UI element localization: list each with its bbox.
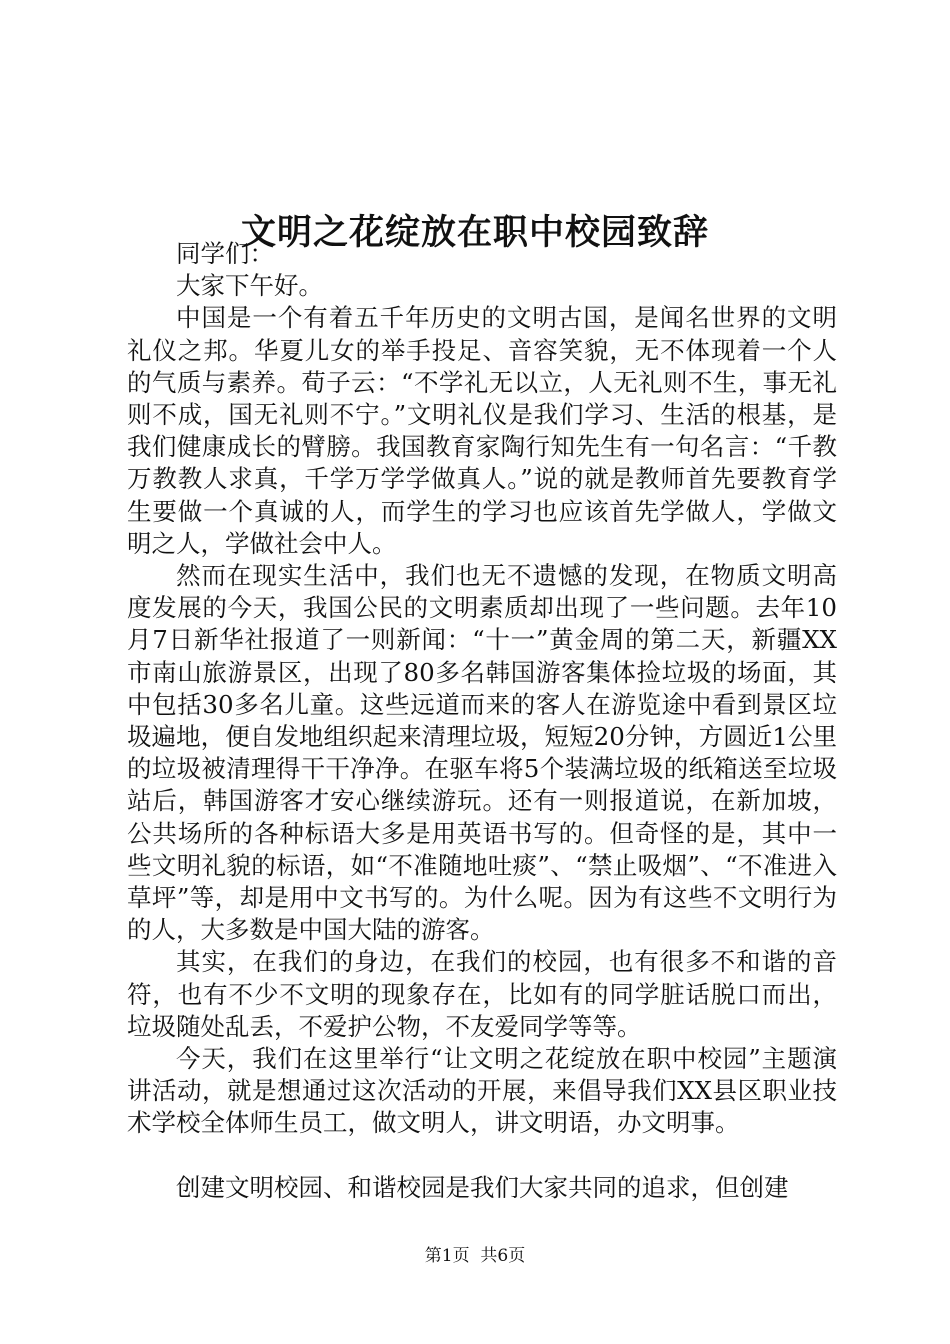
salutation: 同学们：	[176, 239, 274, 268]
paragraph: 然而在现实生活中，我们也无不遗憾的发现，在物质文明高度发展的今天，我国公民的文明素质却出现了一些问题。去年10月7日新华社报道了一则新闻：“十一”黄金周的第二天，新疆XX市南山旅游景区，出现了80多名韩国游客集体捡垃圾的场面，其中包括30多名儿童。这些远道而来的客人在游览途中看到景区垃圾遍地，便自发地组织起来清理垃圾，短短20分钟，方圆近1公里的垃圾被清理得干干净净。在驱车将5个装满垃圾的纸箱送至垃圾站后，韩国游客才安心继续游玩。还有一则报道说，在新加坡，公共场所的各种标语大多是用英语书写的。但奇怪的是，其中一些文明礼貌的标语，如“不准随地吐痰”、“禁止吸烟”、“不准进入草坪”等，却是用中文书写的。为什么呢。因为有这些不文明行为的人，大多数是中国大陆的游客。	[127, 561, 837, 945]
paragraph: 今天，我们在这里举行“让文明之花绽放在职中校园”主题演讲活动，就是想通过这次活动的开展，来倡导我们XX县区职业技术学校全体师生员工，做文明人，讲文明语，办文明事。	[127, 1044, 837, 1138]
paragraph: 创建文明校园、和谐校园是我们大家共同的追求，但创建	[176, 1172, 789, 1202]
page-number: 第1页 共6页	[424, 1246, 526, 1266]
document-title: 文明之花绽放在职中校园致辞	[240, 212, 709, 254]
paragraph: 中国是一个有着五千年历史的文明古国，是闻名世界的文明礼仪之邦。华夏儿女的举手投足、音容笑貌，无不体现着一个人的气质与素养。荀子云：“不学礼无以立，人无礼则不生，事无礼则不成，国无礼则不宁。”文明礼仪是我们学习、生活的根基，是我们健康成长的臂膀。我国教育家陶行知先生有一句名言：“千教万教教人求真，千学万学学做真人。”说的就是教师首先要教育学生要做一个真诚的人，而学生的学习也应该首先学做人，学做文明之人，学做社会中人。	[127, 303, 837, 558]
paragraph: 其实，在我们的身边，在我们的校园，也有很多不和谐的音符，也有不少不文明的现象存在，比如有的同学脏话脱口而出，垃圾随处乱丢，不爱护公物，不友爱同学等等。	[127, 947, 837, 1041]
greeting: 大家下午好。	[176, 271, 323, 301]
page-footer	[0, 1244, 950, 1268]
document-body	[127, 238, 837, 1204]
